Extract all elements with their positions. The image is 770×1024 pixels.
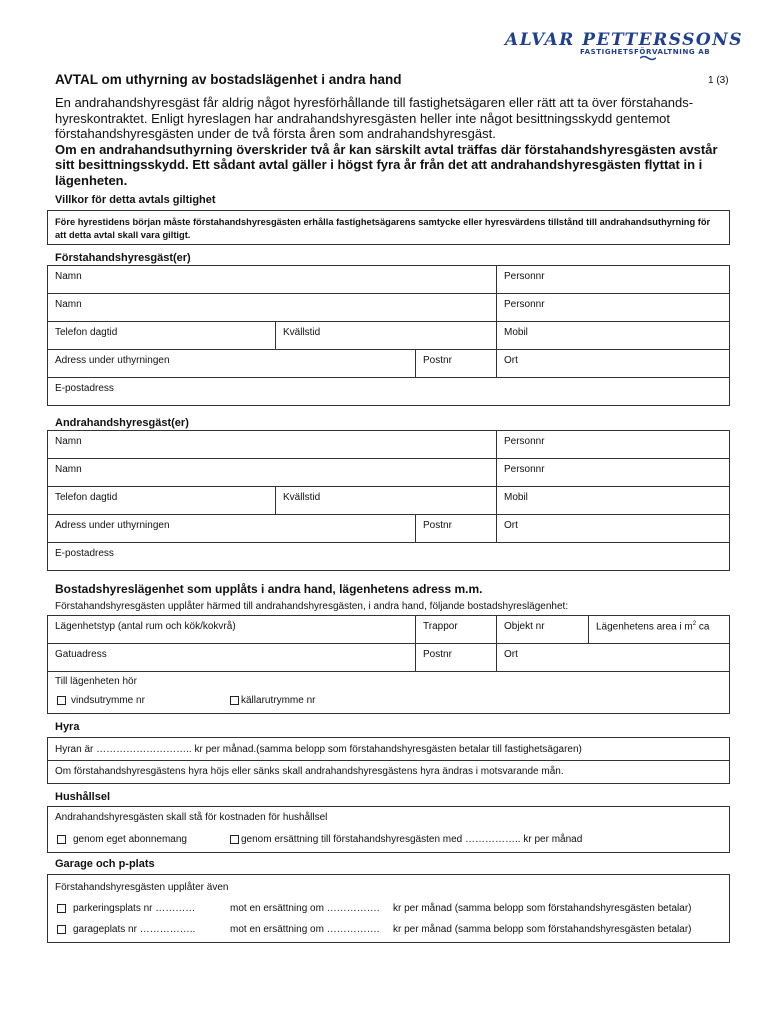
apartment-area-field[interactable]: Lägenhetens area i $m^2$ ca [588,615,730,644]
first-tenant-personnr-2[interactable]: Personnr [496,293,730,322]
second-tenant-heading: Andrahandshyresgäst(er) [55,417,189,429]
household-intro: Andrahandshyresgästen skall stå för kostnaden för hushållsel [55,812,328,823]
first-tenant-postnr[interactable]: Postnr [415,349,497,378]
conditions-box [47,210,730,245]
first-tenant-name-2[interactable]: Namn [47,293,497,322]
page-number: 1 (3) [708,75,729,86]
parking-label[interactable]: parkeringsplats nr ………… [73,903,196,914]
second-tenant-email[interactable]: E-postadress [47,542,730,571]
rent-box [47,737,730,784]
second-tenant-city[interactable]: Ort [496,514,730,543]
company-logo: ALVAR PETTERSSONS [505,30,744,50]
household-heading: Hushållsel [55,791,111,803]
second-tenant-postnr[interactable]: Postnr [415,514,497,543]
parking-checkbox[interactable] [57,904,66,913]
garage-box [47,874,730,943]
garage-checkbox[interactable] [57,925,66,934]
apartment-heading: Bostadshyreslägenhet som upplåts i andra hand, lägenhetens adress m.m. [55,582,483,596]
first-tenant-name-1[interactable]: Namn [47,265,497,294]
intro-text [55,95,725,188]
first-tenant-phone-evening[interactable]: Kvällstid [275,321,497,350]
attic-checkbox[interactable] [57,696,66,705]
apartment-belongs-box [47,671,730,714]
second-tenant-name-1[interactable]: Namn [47,430,497,459]
compensation-checkbox[interactable] [230,835,239,844]
rent-adjust-text: Om förstahandshyresgästens hyra höjs eller sänks skall andrahandshyresgästens hyra ändras i motsvarande mån. [55,766,564,777]
first-tenant-mobile[interactable]: Mobil [496,321,730,350]
garage-intro: Förstahandshyresgästen upplåter även [55,882,229,893]
apartment-stairs-field[interactable]: Trappor [415,615,497,644]
apartment-belongs-label: Till lägenheten hör [55,676,137,687]
attic-label: vindsutrymme nr [71,695,145,706]
apartment-object-nr-field[interactable]: Objekt nr [496,615,589,644]
intro-paragraph-1: En andrahandshyresgäst får aldrig något hyresförhållande till fastighetsägaren eller rätt att ta över förstahands-hyreskontraktet. Enligt hyreslagen har andrahandshyresgästen heller inte något besittningsskydd gentemot förstahandshyresgästen under de två första åren som andrahandshyresgäst. [55,95,694,141]
cellar-checkbox[interactable] [230,696,239,705]
apartment-postnr-field[interactable]: Postnr [415,643,497,672]
rent-divider [48,760,729,761]
intro-paragraph-2: Om en andrahandsuthyrning överskrider två år kan särskilt avtal träffas där förstahandshyresgästen avstår sitt besittningsskydd. Ett sådant avtal gäller i högst fyra år från det att andrahandshyresgästen flyttat in i lägenheten. [55,141,718,188]
garage-label[interactable]: garageplats nr …………….. [73,924,196,935]
apartment-city-field[interactable]: Ort [496,643,730,672]
garage-heading: Garage och p-plats [55,858,155,870]
second-tenant-personnr-2[interactable]: Personnr [496,458,730,487]
apartment-intro: Förstahandshyresgästen upplåter härmed till andrahandshyresgästen, i andra hand, följande bostadshyreslägenhet: [55,601,569,612]
second-tenant-personnr-1[interactable]: Personnr [496,430,730,459]
logo-wave-icon [640,55,656,61]
second-tenant-name-2[interactable]: Namn [47,458,497,487]
first-tenant-phone-day[interactable]: Telefon dagtid [47,321,276,350]
first-tenant-city[interactable]: Ort [496,349,730,378]
garage-compensation[interactable]: mot en ersättning om ……………. [230,924,380,935]
company-logo-subtitle: FASTIGHETSFÖRVALTNING AB [580,48,711,56]
first-tenant-personnr-1[interactable]: Personnr [496,265,730,294]
parking-compensation[interactable]: mot en ersättning om ……………. [230,903,380,914]
cellar-label: källarutrymme nr [241,695,316,706]
household-box [47,806,730,853]
first-tenant-heading: Förstahandshyresgäst(er) [55,252,191,264]
own-subscription-label: genom eget abonnemang [73,834,187,845]
parking-note: kr per månad (samma belopp som förstahandshyresgästen betalar) [393,903,692,914]
own-subscription-checkbox[interactable] [57,835,66,844]
second-tenant-address[interactable]: Adress under uthyrningen [47,514,416,543]
second-tenant-phone-day[interactable]: Telefon dagtid [47,486,276,515]
first-tenant-email[interactable]: E-postadress [47,377,730,406]
apartment-street-field[interactable]: Gatuadress [47,643,416,672]
first-tenant-address[interactable]: Adress under uthyrningen [47,349,416,378]
conditions-text: Före hyrestidens början måste förstahandshyresgästen erhålla fastighetsägarens samtycke eller hyresvärdens tillstånd till andrahandsuthyrning för att detta avtal skall vara giltigt. [55,217,711,240]
second-tenant-mobile[interactable]: Mobil [496,486,730,515]
apartment-type-field[interactable]: Lägenhetstyp (antal rum och kök/kokvrå) [47,615,416,644]
rent-heading: Hyra [55,721,80,733]
rent-amount-text[interactable]: Hyran är ……………………….. kr per månad.(samma belopp som förstahandshyresgästen betalar till fastighetsägaren) [55,744,582,755]
conditions-heading: Villkor för detta avtals giltighet [55,194,216,206]
document-title: AVTAL om uthyrning av bostadslägenhet i andra hand [55,72,402,87]
compensation-label[interactable]: genom ersättning till förstahandshyresgästen med …………….. kr per månad [241,834,583,845]
garage-note: kr per månad (samma belopp som förstahandshyresgästen betalar) [393,924,692,935]
second-tenant-phone-evening[interactable]: Kvällstid [275,486,497,515]
